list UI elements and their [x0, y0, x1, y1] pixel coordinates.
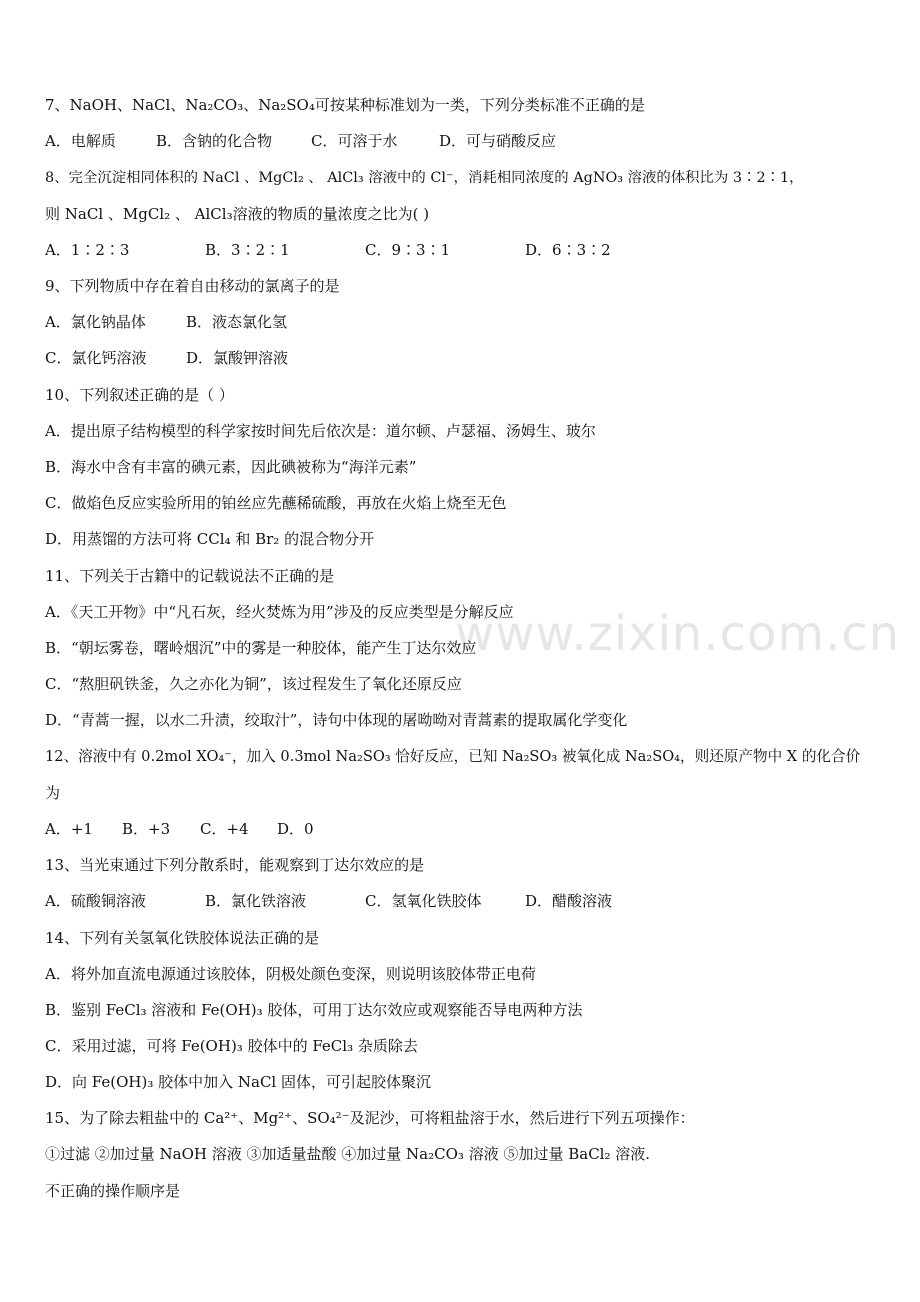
question-7-options — [45, 131, 556, 151]
question-11-option-a: A．《天工开物》中“凡石灰，经火焚炼为用”涉及的反应类型是分解反应 — [45, 603, 514, 621]
option-a: A．氯化钠晶体 — [45, 313, 146, 331]
option-c: C．氯化钙溶液 — [45, 349, 147, 367]
question-15-steps: ①过滤 ②加过量 NaOH 溶液 ③加适量盐酸 ④加过量 Na₂CO₃ 溶液 ⑤加过量 BaCl₂ 溶液. — [45, 1145, 651, 1163]
option-b: B．+3 — [122, 820, 171, 838]
question-10-stem: 10、下列叙述正确的是（ ） — [45, 386, 234, 404]
option-b: B．氯化铁溶液 — [205, 892, 307, 910]
question-11-option-b: B．“朝坛雾卷，曙岭烟沉”中的雾是一种胶体，能产生丁达尔效应 — [45, 639, 477, 657]
option-a: A．1∶2∶3 — [45, 241, 130, 259]
question-8-stem-line2: 则 NaCl 、MgCl₂ 、 AlCl₃溶液的物质的量浓度之比为( ) — [45, 205, 430, 223]
question-9-options-cd — [45, 348, 288, 368]
option-c: C．氢氧化铁胶体 — [365, 892, 482, 910]
question-15-tail: 不正确的操作顺序是 — [45, 1182, 181, 1200]
question-10-option-d: D．用蒸馏的方法可将 CCl₄ 和 Br₂ 的混合物分开 — [45, 530, 375, 548]
option-c: C．可溶于水 — [311, 132, 398, 150]
question-9-options-ab — [45, 312, 287, 332]
option-a: A．电解质 — [45, 132, 116, 150]
question-12-stem-line1: 12、溶液中有 0.2mol XO₄⁻，加入 0.3mol Na₂SO₃ 恰好反应，已知 Na₂SO₃ 被氧化成 Na₂SO₄，则还原产物中 X 的化合价 — [45, 748, 861, 765]
question-13-options — [45, 891, 612, 911]
option-d: D．0 — [277, 820, 314, 838]
question-13-stem: 13、当光束通过下列分散系时，能观察到丁达尔效应的是 — [45, 856, 425, 874]
watermark: www.zixin.com.cn — [455, 606, 901, 662]
option-d: D．氯酸钾溶液 — [186, 349, 289, 367]
question-10-option-a: A．提出原子结构模型的科学家按时间先后依次是：道尔顿、卢瑟福、汤姆生、玻尔 — [45, 422, 596, 440]
question-8-options — [45, 240, 611, 260]
question-11-stem: 11、下列关于古籍中的记载说法不正确的是 — [45, 567, 335, 585]
option-a: A．硫酸铜溶液 — [45, 892, 146, 910]
option-d: D．可与硝酸反应 — [439, 132, 557, 150]
question-14-option-c: C．采用过滤，可将 Fe(OH)₃ 胶体中的 FeCl₃ 杂质除去 — [45, 1037, 418, 1055]
question-14-option-b: B．鉴别 FeCl₃ 溶液和 Fe(OH)₃ 胶体，可用丁达尔效应或观察能否导电两种方法 — [45, 1001, 583, 1019]
question-8-stem-line1: 8、完全沉淀相同体积的 NaCl 、MgCl₂ 、 AlCl₃ 溶液中的 Cl⁻，消耗相同浓度的 AgNO₃ 溶液的体积比为 3∶2∶1， — [45, 170, 804, 186]
option-d: D．醋酸溶液 — [525, 892, 613, 910]
question-10-option-c: C．做焰色反应实验所用的铂丝应先蘸稀硫酸，再放在火焰上烧至无色 — [45, 494, 507, 512]
question-7-stem: 7、NaOH、NaCl、Na₂CO₃、Na₂SO₄可按某种标准划为一类，下列分类标准不正确的是 — [45, 96, 645, 114]
option-b: B．含钠的化合物 — [156, 132, 273, 150]
option-b: B．3∶2∶1 — [205, 241, 290, 259]
question-12-stem-line2: 为 — [45, 784, 61, 802]
question-14-option-d: D．向 Fe(OH)₃ 胶体中加入 NaCl 固体，可引起胶体聚沉 — [45, 1073, 432, 1091]
question-14-option-a: A．将外加直流电源通过该胶体，阴极处颜色变深，则说明该胶体带正电荷 — [45, 965, 536, 983]
option-d: D．6∶3∶2 — [525, 241, 611, 259]
option-c: C．+4 — [200, 820, 249, 838]
question-11-option-c: C．“熬胆矾铁釜，久之亦化为铜”，该过程发生了氧化还原反应 — [45, 675, 462, 693]
question-14-stem: 14、下列有关氢氧化铁胶体说法正确的是 — [45, 929, 320, 947]
option-b: B．液态氯化氢 — [186, 313, 288, 331]
option-a: A．+1 — [45, 820, 93, 838]
question-11-option-d: D．“青蒿一握，以水二升渍，绞取汁”，诗句中体现的屠呦呦对青蒿素的提取属化学变化 — [45, 711, 628, 729]
question-10-option-b: B．海水中含有丰富的碘元素，因此碘被称为“海洋元素” — [45, 458, 417, 476]
option-c: C．9∶3∶1 — [365, 241, 451, 259]
question-12-options — [45, 819, 314, 839]
question-15-stem: 15、为了除去粗盐中的 Ca²⁺、Mg²⁺、SO₄²⁻及泥沙，可将粗盐溶于水，然后进行下列五项操作： — [45, 1109, 695, 1127]
question-9-stem: 9、下列物质中存在着自由移动的氯离子的是 — [45, 277, 340, 295]
